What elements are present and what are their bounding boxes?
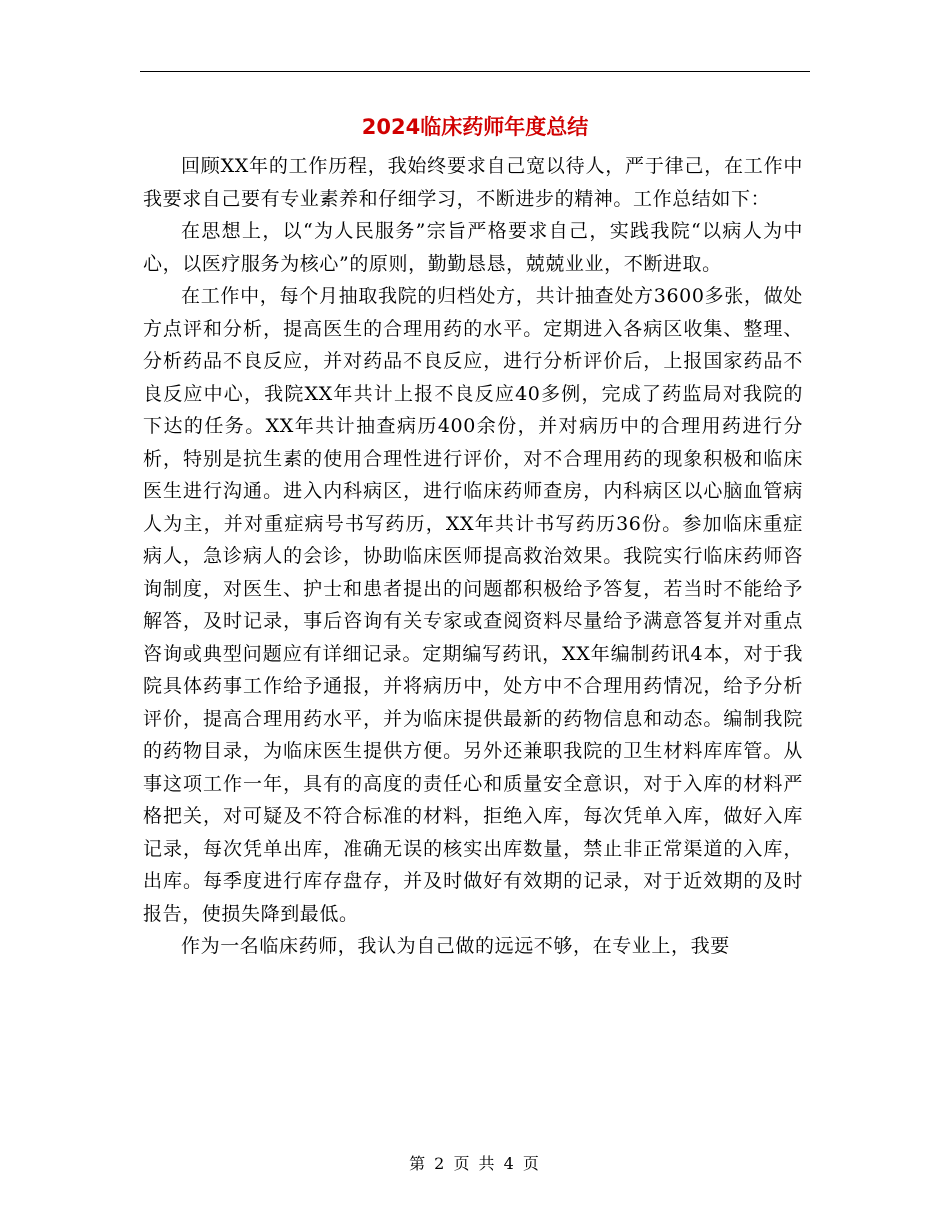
paragraph-intro: 回顾XX年的工作历程，我始终要求自己宽以待人，严于律己，在工作中我要求自己要有专业素养和仔细学习，不断进步的精神。工作总结如下： [143,155,803,210]
document-body [143,150,803,963]
document-title: 2024临床药师年度总结 [361,115,589,139]
paragraph-ideology: 在思想上，以“为人民服务”宗旨严格要求自己，实践我院“以病人为中心，以医疗服务为核心”的原则，勤勤恳恳，兢兢业业，不断进取。 [143,220,803,275]
header-rule [140,71,810,72]
paragraph-reflection: 作为一名临床药师，我认为自己做的远远不够，在专业上，我要 [181,935,730,957]
page-number-footer: 第 2 页 共 4 页 [409,1154,541,1173]
paragraph-work: 在工作中，每个月抽取我院的归档处方，共计抽查处方3600多张，做处方点评和分析，提高医生的合理用药的水平。定期进入各病区收集、整理、分析药品不良反应，并对药品不良反应，进行分析评价后，上报国家药品不良反应中心，我院XX年共计上报不良反应40多例，完成了药监局对我院的下达的任务。XX年共计抽查病历400余份，并对病历中的合理用药进行分析，特别是抗生素的使用合理性进行评价，对不合理用药的现象积极和临床医生进行沟通。进入内科病区，进行临床药师查房，内科病区以心脑血管病人为主，并对重症病号书写药历，XX年共计书写药历36份。参加临床重症病人，急诊病人的会诊，协助临床医师提高救治效果。我院实行临床药师咨询制度，对医生、护士和患者提出的问题都积极给予答复，若当时不能给予解答，及时记录，事后咨询有关专家或查阅资料尽量给予满意答复并对重点咨询或典型问题应有详细记录。定期编写药讯，XX年编制药讯4本，对于我院具体药事工作给予通报，并将病历中，处方中不合理用药情况，给予分析评价，提高合理用药水平，并为临床提供最新的药物信息和动态。编制我院的药物目录，为临床医生提供方便。另外还兼职我院的卫生材料库库管。从事这项工作一年，具有的高度的责任心和质量安全意识，对于入库的材料严格把关，对可疑及不符合标准的材料，拒绝入库，每次凭单入库，做好入库记录，每次凭单出库，准确无误的核实出库数量，禁止非正常渠道的入库，出库。每季度进行库存盘存，并及时做好有效期的记录，对于近效期的及时报告，使损失降到最低。 [143,285,803,925]
